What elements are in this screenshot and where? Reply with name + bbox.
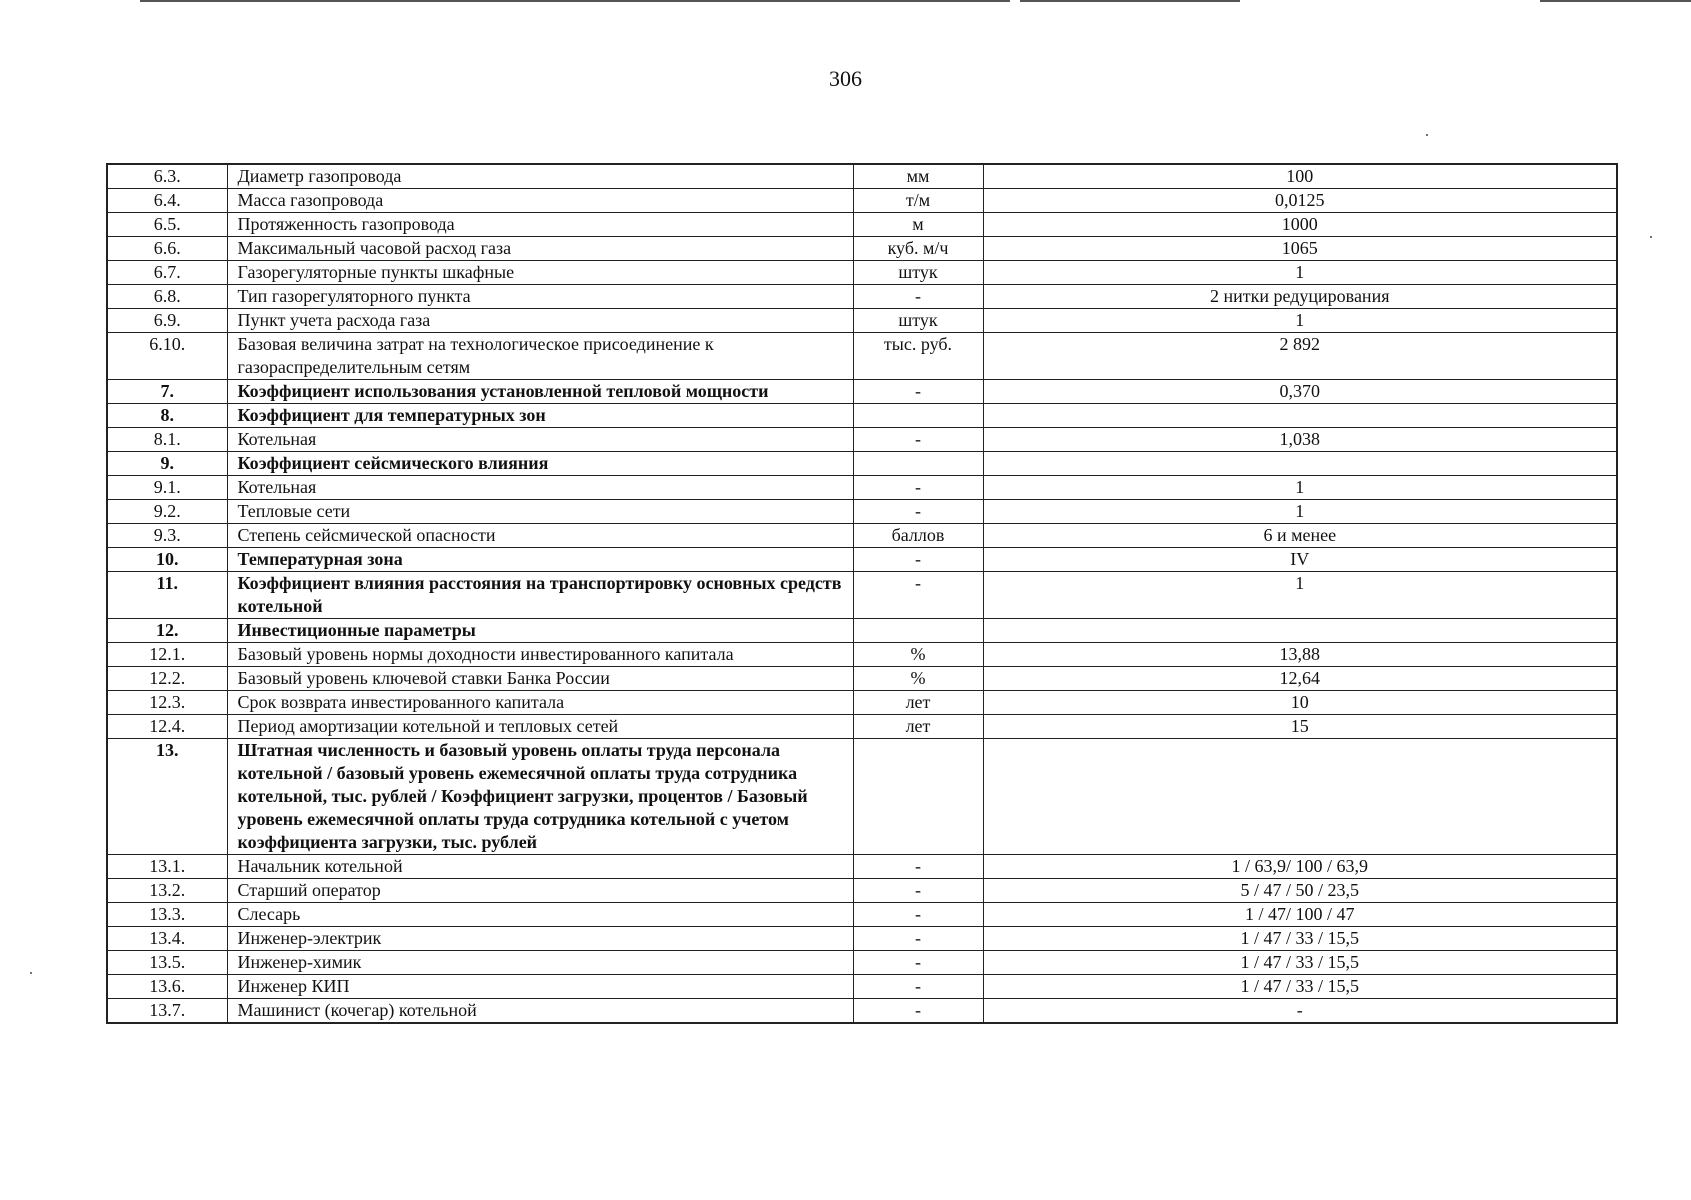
unit-cell: -: [853, 285, 983, 309]
value-cell: 1 / 47 / 33 / 15,5: [983, 975, 1617, 999]
row-number-cell: 7.: [107, 380, 227, 404]
table-row: [107, 404, 1617, 428]
value-cell: 2 нитки редуцирования: [983, 285, 1617, 309]
unit-cell: -: [853, 428, 983, 452]
row-number-cell: 12.3.: [107, 691, 227, 715]
table-row: [107, 951, 1617, 975]
value-cell: IV: [983, 548, 1617, 572]
table-row: [107, 715, 1617, 739]
parameter-name-cell: Котельная: [227, 428, 853, 452]
row-number-cell: 12.: [107, 619, 227, 643]
scan-top-rule: [140, 0, 1010, 2]
value-cell: 1,038: [983, 428, 1617, 452]
row-number-cell: 6.6.: [107, 237, 227, 261]
unit-cell: -: [853, 476, 983, 500]
table-row: [107, 380, 1617, 404]
table-body: [107, 164, 1617, 1023]
table-row: [107, 739, 1617, 855]
scan-speck: [30, 972, 32, 974]
table-row: [107, 428, 1617, 452]
value-cell: [983, 404, 1617, 428]
table-row: [107, 572, 1617, 619]
unit-cell: -: [853, 951, 983, 975]
parameter-name-cell: Старший оператор: [227, 879, 853, 903]
parameter-name-cell: Коэффициент влияния расстояния на транспортировку основных средств котельной: [227, 572, 853, 619]
unit-cell: -: [853, 855, 983, 879]
table-row: [107, 667, 1617, 691]
table-row: [107, 643, 1617, 667]
unit-cell: -: [853, 572, 983, 619]
row-number-cell: 13.4.: [107, 927, 227, 951]
row-number-cell: 6.10.: [107, 333, 227, 380]
parameter-name-cell: Начальник котельной: [227, 855, 853, 879]
parameter-name-cell: Слесарь: [227, 903, 853, 927]
table-row: [107, 261, 1617, 285]
parameter-name-cell: Инженер КИП: [227, 975, 853, 999]
parameter-name-cell: Пункт учета расхода газа: [227, 309, 853, 333]
value-cell: 2 892: [983, 333, 1617, 380]
row-number-cell: 9.1.: [107, 476, 227, 500]
unit-cell: -: [853, 879, 983, 903]
value-cell: 1 / 47/ 100 / 47: [983, 903, 1617, 927]
value-cell: [983, 452, 1617, 476]
row-number-cell: 12.2.: [107, 667, 227, 691]
row-number-cell: 8.: [107, 404, 227, 428]
table-row: [107, 333, 1617, 380]
table-row: [107, 879, 1617, 903]
row-number-cell: 9.3.: [107, 524, 227, 548]
parameter-name-cell: Машинист (кочегар) котельной: [227, 999, 853, 1024]
parameter-name-cell: Базовый уровень ключевой ставки Банка России: [227, 667, 853, 691]
table-row: [107, 999, 1617, 1024]
parameter-name-cell: Инвестиционные параметры: [227, 619, 853, 643]
value-cell: 1 / 63,9/ 100 / 63,9: [983, 855, 1617, 879]
table-row: [107, 548, 1617, 572]
unit-cell: штук: [853, 261, 983, 285]
row-number-cell: 6.5.: [107, 213, 227, 237]
table-row: [107, 500, 1617, 524]
row-number-cell: 10.: [107, 548, 227, 572]
scan-speck: [1650, 236, 1652, 238]
table-row: [107, 237, 1617, 261]
parameter-name-cell: Тип газорегуляторного пункта: [227, 285, 853, 309]
unit-cell: мм: [853, 164, 983, 189]
unit-cell: -: [853, 500, 983, 524]
parameters-table: [106, 163, 1618, 1024]
unit-cell: м: [853, 213, 983, 237]
row-number-cell: 13.1.: [107, 855, 227, 879]
unit-cell: лет: [853, 715, 983, 739]
row-number-cell: 13.: [107, 739, 227, 855]
value-cell: 0,370: [983, 380, 1617, 404]
unit-cell: [853, 404, 983, 428]
parameter-name-cell: Инженер-химик: [227, 951, 853, 975]
parameter-name-cell: Максимальный часовой расход газа: [227, 237, 853, 261]
row-number-cell: 11.: [107, 572, 227, 619]
unit-cell: -: [853, 903, 983, 927]
row-number-cell: 13.7.: [107, 999, 227, 1024]
table-row: [107, 903, 1617, 927]
unit-cell: [853, 739, 983, 855]
table-row: [107, 524, 1617, 548]
page-number: 306: [829, 66, 862, 91]
parameter-name-cell: Температурная зона: [227, 548, 853, 572]
parameter-name-cell: Протяженность газопровода: [227, 213, 853, 237]
unit-cell: -: [853, 975, 983, 999]
table-row: [107, 309, 1617, 333]
parameter-name-cell: Газорегуляторные пункты шкафные: [227, 261, 853, 285]
table-row: [107, 476, 1617, 500]
table-row: [107, 619, 1617, 643]
value-cell: 15: [983, 715, 1617, 739]
table-row: [107, 855, 1617, 879]
value-cell: 5 / 47 / 50 / 23,5: [983, 879, 1617, 903]
unit-cell: тыс. руб.: [853, 333, 983, 380]
unit-cell: баллов: [853, 524, 983, 548]
scan-top-rule: [1020, 0, 1240, 2]
parameter-name-cell: Базовая величина затрат на технологическое присоединение к газораспределительным сетям: [227, 333, 853, 380]
scan-top-rule: [1540, 0, 1691, 2]
value-cell: 1 / 47 / 33 / 15,5: [983, 927, 1617, 951]
row-number-cell: 12.4.: [107, 715, 227, 739]
row-number-cell: 6.7.: [107, 261, 227, 285]
row-number-cell: 13.3.: [107, 903, 227, 927]
parameter-name-cell: Котельная: [227, 476, 853, 500]
parameter-name-cell: Штатная численность и базовый уровень оплаты труда персонала котельной / базовый уровень ежемесячной оплаты труда сотрудника котельной, тыс. рублей / Коэффициент загрузки, процентов / Базовый уровень ежемесячной оплаты труда сотрудника котельной с учетом коэффициента загрузки, тыс. рублей: [227, 739, 853, 855]
value-cell: 1: [983, 500, 1617, 524]
value-cell: 1 / 47 / 33 / 15,5: [983, 951, 1617, 975]
value-cell: 100: [983, 164, 1617, 189]
row-number-cell: 13.2.: [107, 879, 227, 903]
table-row: [107, 164, 1617, 189]
unit-cell: -: [853, 380, 983, 404]
scan-speck: [1426, 134, 1428, 136]
unit-cell: -: [853, 548, 983, 572]
value-cell: -: [983, 999, 1617, 1024]
unit-cell: штук: [853, 309, 983, 333]
parameter-name-cell: Срок возврата инвестированного капитала: [227, 691, 853, 715]
unit-cell: куб. м/ч: [853, 237, 983, 261]
parameter-name-cell: Инженер-электрик: [227, 927, 853, 951]
row-number-cell: 9.: [107, 452, 227, 476]
unit-cell: лет: [853, 691, 983, 715]
value-cell: 12,64: [983, 667, 1617, 691]
row-number-cell: 8.1.: [107, 428, 227, 452]
row-number-cell: 9.2.: [107, 500, 227, 524]
value-cell: 1: [983, 261, 1617, 285]
row-number-cell: 12.1.: [107, 643, 227, 667]
unit-cell: -: [853, 999, 983, 1024]
table-row: [107, 927, 1617, 951]
parameter-name-cell: Коэффициент использования установленной тепловой мощности: [227, 380, 853, 404]
unit-cell: [853, 452, 983, 476]
value-cell: 1065: [983, 237, 1617, 261]
row-number-cell: 6.4.: [107, 189, 227, 213]
table-row: [107, 213, 1617, 237]
unit-cell: -: [853, 927, 983, 951]
table-row: [107, 452, 1617, 476]
unit-cell: %: [853, 643, 983, 667]
table-row: [107, 975, 1617, 999]
value-cell: 10: [983, 691, 1617, 715]
row-number-cell: 13.5.: [107, 951, 227, 975]
value-cell: 1000: [983, 213, 1617, 237]
value-cell: 0,0125: [983, 189, 1617, 213]
row-number-cell: 6.9.: [107, 309, 227, 333]
row-number-cell: 13.6.: [107, 975, 227, 999]
parameter-name-cell: Базовый уровень нормы доходности инвестированного капитала: [227, 643, 853, 667]
parameter-name-cell: Коэффициент для температурных зон: [227, 404, 853, 428]
value-cell: 1: [983, 572, 1617, 619]
table-row: [107, 189, 1617, 213]
parameter-name-cell: Период амортизации котельной и тепловых сетей: [227, 715, 853, 739]
parameter-name-cell: Коэффициент сейсмического влияния: [227, 452, 853, 476]
row-number-cell: 6.8.: [107, 285, 227, 309]
unit-cell: [853, 619, 983, 643]
value-cell: 1: [983, 476, 1617, 500]
unit-cell: %: [853, 667, 983, 691]
value-cell: 13,88: [983, 643, 1617, 667]
table-row: [107, 691, 1617, 715]
parameter-name-cell: Диаметр газопровода: [227, 164, 853, 189]
value-cell: [983, 739, 1617, 855]
parameter-name-cell: Тепловые сети: [227, 500, 853, 524]
value-cell: 1: [983, 309, 1617, 333]
value-cell: 6 и менее: [983, 524, 1617, 548]
parameter-name-cell: Степень сейсмической опасности: [227, 524, 853, 548]
row-number-cell: 6.3.: [107, 164, 227, 189]
value-cell: [983, 619, 1617, 643]
parameter-name-cell: Масса газопровода: [227, 189, 853, 213]
table-row: [107, 285, 1617, 309]
unit-cell: т/м: [853, 189, 983, 213]
